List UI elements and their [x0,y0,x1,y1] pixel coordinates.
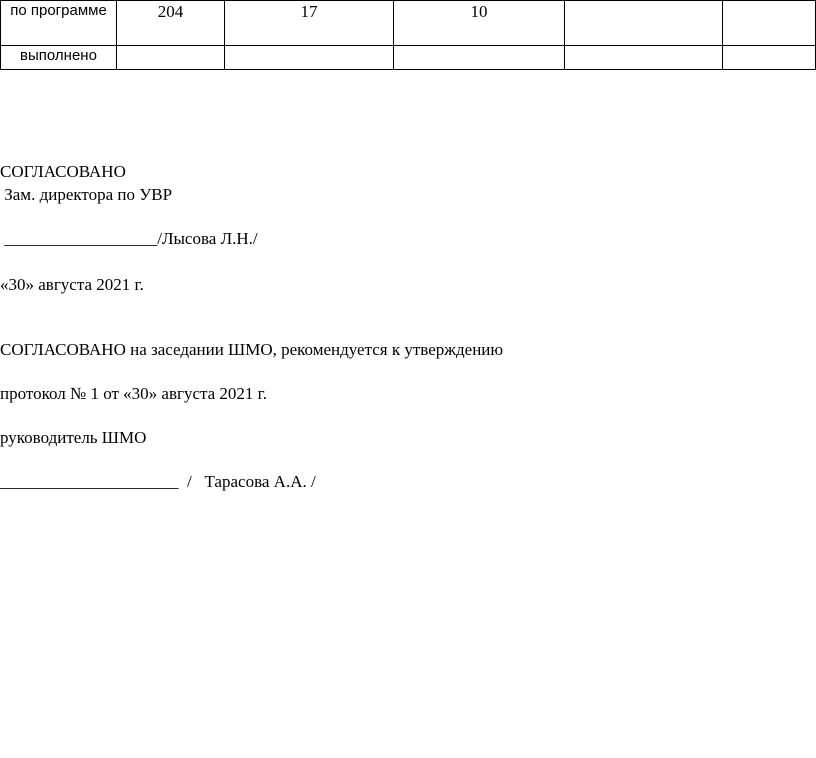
table-cell [723,1,816,46]
approval1-heading: СОГЛАСОВАНО [0,162,126,181]
row-label: выполнено [1,46,117,70]
approval2-heading: СОГЛАСОВАНО на заседании ШМО, рекомендуется к утверждению [0,340,504,359]
table-cell [117,46,225,70]
table-cell: 204 [117,1,225,46]
table-cell: 10 [394,1,565,46]
approval1-position: Зам. директора по УВР [0,185,173,204]
table-cell [225,46,394,70]
approval2-role: руководитель ШМО [0,428,147,447]
approval2-protocol: протокол № 1 от «30» августа 2021 г. [0,384,267,403]
table-cell [565,1,723,46]
row-label: по программе [1,1,117,46]
table-cell: 17 [225,1,394,46]
plan-table [0,0,816,70]
table-row [1,1,816,46]
table-row [1,46,816,70]
approval1-signature-line: __________________/Лысова Л.Н./ [0,229,258,248]
table-cell [565,46,723,70]
approval1-date: «30» августа 2021 г. [0,275,144,294]
table-cell [723,46,816,70]
table-cell [394,46,565,70]
approval2-signature-line: _____________________ / Тарасова А.А. / [0,472,316,491]
